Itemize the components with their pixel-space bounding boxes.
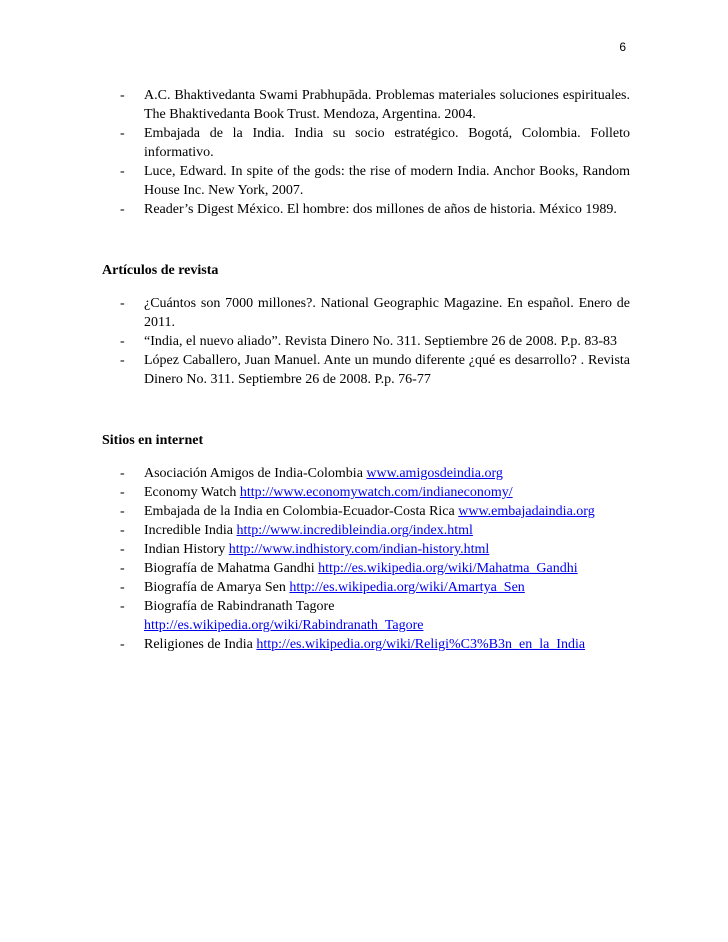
bibliography xyxy=(102,86,630,654)
articles-list xyxy=(102,294,630,389)
site-link[interactable]: http://es.wikipedia.org/wiki/Rabindranath_Tagore xyxy=(144,618,424,633)
list-item: - Luce, Edward. In spite of the gods: the rise of modern India. Anchor Books, Random House Inc. New York, 2007. xyxy=(144,162,630,200)
list-item xyxy=(144,502,630,521)
site-label: Religiones de India xyxy=(144,637,253,652)
site-link[interactable]: www.amigosdeindia.org xyxy=(366,466,503,481)
list-item: - A.C. Bhaktivedanta Swami Prabhupāda. Problemas materiales soluciones espirituales. The Bhaktivedanta Book Trust. Mendoza, Argentina. 2004. xyxy=(144,86,630,124)
site-link[interactable]: http://www.indhistory.com/indian-history.html xyxy=(228,542,490,557)
list-item: - López Caballero, Juan Manuel. Ante un mundo diferente ¿qué es desarrollo? . Revista Dinero No. 311. Septiembre 26 de 2008. P.p. 76-77 xyxy=(144,351,630,389)
list-item xyxy=(144,464,630,483)
site-link[interactable]: http://es.wikipedia.org/wiki/Mahatma_Gandhi xyxy=(318,561,578,576)
site-label: Indian History xyxy=(144,542,226,557)
list-item: - “India, el nuevo aliado”. Revista Dinero No. 311. Septiembre 26 de 2008. P.p. 83-83 xyxy=(144,332,630,351)
site-label: Asociación Amigos de India-Colombia xyxy=(144,466,363,481)
list-item: - Reader’s Digest México. El hombre: dos millones de años de historia. México 1989. xyxy=(144,200,630,219)
list-item xyxy=(144,578,630,597)
site-link[interactable]: http://www.incredibleindia.org/index.html xyxy=(236,523,473,538)
list-item xyxy=(144,521,630,540)
page-number: 6 xyxy=(619,40,626,54)
section-heading-articles: Artículos de revista xyxy=(102,263,219,278)
list-item: - ¿Cuántos son 7000 millones?. National Geographic Magazine. En español. Enero de 2011. xyxy=(144,294,630,332)
site-label: Biografía de Amarya Sen xyxy=(144,580,286,595)
site-label: Embajada de la India en Colombia-Ecuador-Costa Rica xyxy=(144,504,455,519)
site-link[interactable]: http://www.economywatch.com/indianeconomy/ xyxy=(239,485,513,500)
site-label: Incredible India xyxy=(144,523,234,538)
list-item xyxy=(144,635,630,654)
sites-list xyxy=(102,464,630,654)
section-heading-sites: Sitios en internet xyxy=(102,433,204,448)
books-list xyxy=(102,86,630,219)
site-label: Economy Watch xyxy=(144,485,237,500)
list-item xyxy=(144,540,630,559)
site-link[interactable]: http://es.wikipedia.org/wiki/Amartya_Sen xyxy=(289,580,525,595)
list-item xyxy=(144,559,630,578)
site-link[interactable]: http://es.wikipedia.org/wiki/Religi%C3%B3n_en_la_India xyxy=(256,637,586,652)
list-item: - Embajada de la India. India su socio estratégico. Bogotá, Colombia. Folleto informativo. xyxy=(144,124,630,162)
list-item xyxy=(144,483,630,502)
list-item xyxy=(144,597,630,635)
site-label: Biografía de Mahatma Gandhi xyxy=(144,561,315,576)
site-link[interactable]: www.embajadaindia.org xyxy=(458,504,595,519)
site-label: Biografía de Rabindranath Tagore xyxy=(144,599,335,614)
